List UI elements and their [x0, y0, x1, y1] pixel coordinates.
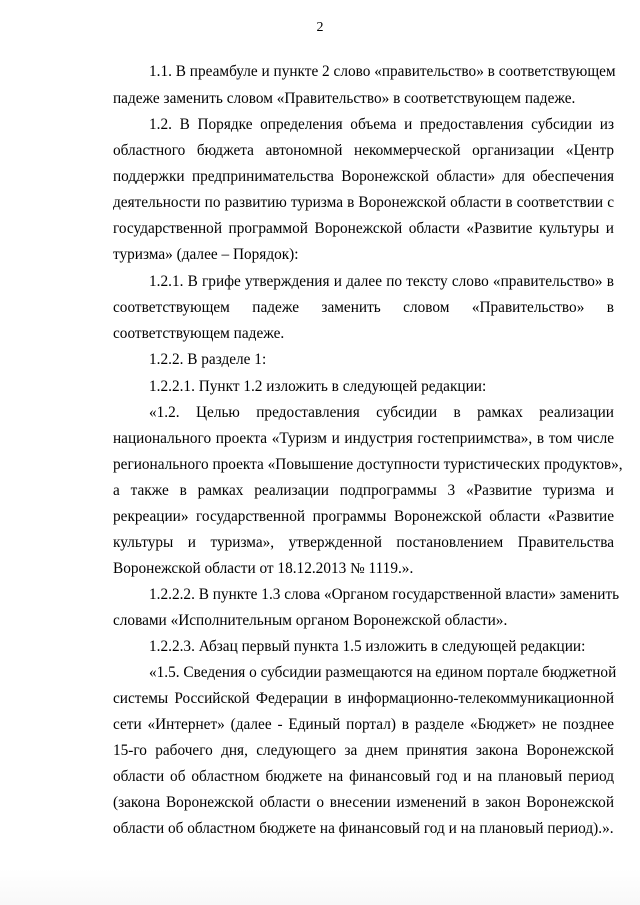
text-line: регионального проекта «Повышение доступности туристических продуктов»,: [113, 456, 623, 473]
text-line: 1.2.2.1. Пункт 1.2 изложить в следующей редакции:: [149, 378, 487, 395]
text-line: а также в рамках реализации подпрограммы 3 «Развитие туризма и: [113, 482, 614, 499]
text-line: «1.2. Целью предоставления субсидии в рамках реализации: [149, 404, 614, 421]
text-line: рекреации» государственной программы Воронежской области «Развитие: [113, 508, 614, 525]
text-line: 15-го рабочего дня, следующего за днем принятия закона Воронежской: [113, 742, 614, 759]
text-line: падеже заменить словом «Правительство» в соответствующем падеже.: [113, 90, 576, 107]
text-line: (закона Воронежской области о внесении изменений в закон Воронежской: [113, 794, 614, 811]
text-line: туризма» (далее – Порядок):: [113, 246, 299, 263]
text-line: 1.2. В Порядке определения объема и предоставления субсидии из: [149, 116, 614, 133]
text-line: 1.2.2.3. Абзац первый пункта 1.5 изложить в следующей редакции:: [149, 638, 586, 655]
text-line: 1.2.2. В разделе 1:: [149, 351, 267, 368]
page-number: 2: [316, 20, 324, 35]
text-line: «1.5. Сведения о субсидии размещаются на едином портале бюджетной: [149, 664, 617, 681]
text-line: соответствующем падеже.: [113, 325, 285, 342]
text-line: областного бюджета автономной некоммерческой организации «Центр: [113, 142, 614, 159]
text-line: Воронежской области от 18.12.2013 № 1119.».: [113, 560, 414, 577]
text-line: культуры и туризма», утвержденной постановлением Правительства: [113, 534, 614, 551]
text-line: поддержки предпринимательства Воронежской области» для обеспечения: [113, 168, 614, 185]
text-line: 1.1. В преамбуле и пункте 2 слово «правительство» в соответствующем: [149, 63, 616, 80]
text-line: деятельности по развитию туризма в Воронежской области в соответствии с: [113, 194, 614, 211]
text-line: словами «Исполнительным органом Воронежской области».: [113, 612, 508, 629]
text-line: национального проекта «Туризм и индустрия гостеприимства», в том числе: [113, 430, 614, 447]
text-line: 1.2.1. В грифе утверждения и далее по тексту слово «правительство» в: [149, 273, 614, 290]
text-line: системы Российской Федерации в информационно-телекоммуникационной: [113, 690, 614, 707]
text-line: области об областном бюджете на финансовый год и на плановый период: [113, 768, 614, 785]
scan-shading: [0, 869, 640, 905]
text-line: 1.2.2.2. В пункте 1.3 слова «Органом государственной власти» заменить: [149, 586, 620, 603]
text-line: сети «Интернет» (далее - Единый портал) в разделе «Бюджет» не позднее: [113, 716, 614, 733]
text-line: области об областном бюджете на финансовый год и на плановый период).».: [113, 820, 614, 837]
text-line: государственной программой Воронежской области «Развитие культуры и: [113, 220, 614, 237]
text-line: соответствующем падеже заменить словом «Правительство» в: [113, 299, 614, 316]
